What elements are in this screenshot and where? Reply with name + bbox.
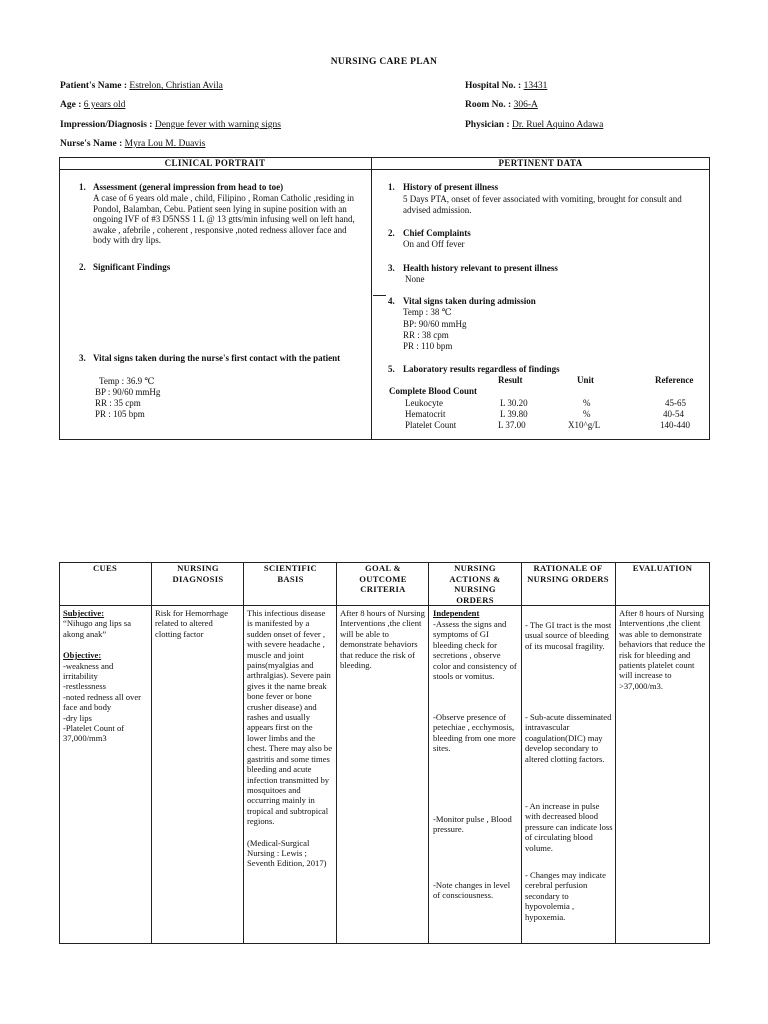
header-rationale: RATIONALE OF NURSING ORDERS <box>527 563 609 584</box>
header-goal-outcome: GOAL & OUTCOME CRITERIA <box>359 563 407 594</box>
rationale-item: - The GI tract is the most usual source of bleeding of its mucosal fragility. <box>525 620 612 651</box>
findings-number: 2. <box>79 262 86 272</box>
col-divider <box>521 562 522 944</box>
complaints-heading: Chief Complaints <box>403 228 471 238</box>
hospital-label: Hospital No. : <box>465 81 522 91</box>
history-number: 1. <box>388 182 395 192</box>
action-item: -Monitor pulse , Blood pressure. <box>433 814 512 835</box>
cbc-heading: Complete Blood Count <box>389 386 478 396</box>
nurse-vitals-heading: Vital signs taken during the nurse's first contact with the patient <box>93 353 341 363</box>
assessment-heading: Assessment (general impression from head to toe) <box>93 182 284 192</box>
health-history-text: None <box>405 274 425 284</box>
nurse-vitals-temp: Temp : 36.9 ℃ <box>99 376 155 386</box>
admission-vitals-temp: Temp : 38 ℃ <box>403 307 452 317</box>
objective-item: -restlessness <box>63 681 106 692</box>
basis-text: This infectious disease is manifested by a sudden onset of fever , with severe headache , muscle and joint pains(myalgias and arthralgias). Severe pain gives it the name break bone fever or bone crusher disease) and rashes and usually appears first on the lower limbs and the chest. There may also be gastritis and some times bleeding and acute infection transmitted by mosquitoes and occurring mainly in tropical and subtropical regions. <box>247 608 333 827</box>
lab-unit-header: Unit <box>577 375 595 385</box>
action-item: -Note changes in level of consciousness. <box>433 880 511 901</box>
objective-label: Objective: <box>63 650 102 661</box>
lab-row-name: Platelet Count <box>405 420 457 430</box>
evaluation-cell: After 8 hours of Nursing Interventions ,the client was able to demonstrate behaviors that reduce the risk for bleeding and patients platelet count will increase to >37,000/m3. <box>619 608 706 691</box>
header-scientific-basis: SCIENTIFIC BASIS <box>263 563 318 584</box>
lab-row-result: L 37.00 <box>498 420 526 430</box>
action-item: -Assess the signs and symptoms of GI bleeding check for secretions , observe color and consistency of stools or vomitus. <box>433 619 517 682</box>
objective-item: -Platelet Count of 37,000/mm3 <box>63 723 125 744</box>
col-divider <box>243 562 244 944</box>
diagnosis-label: Impression/Diagnosis : <box>60 120 153 130</box>
patient-name-value: Estrelon, Christian Avila <box>129 81 223 91</box>
nurse-line <box>60 138 205 150</box>
physician-value: Dr. Ruel Aquino Adawa <box>511 120 604 130</box>
subjective-text: “Nihugo ang lips sa akong anak” <box>63 618 132 639</box>
nurse-label: Nurse's Name : <box>60 139 123 149</box>
cues-cell <box>63 608 149 744</box>
lab-result-header: Result <box>498 375 523 385</box>
care-plan-header-divider <box>59 605 710 606</box>
nurse-vitals-rr: RR : 35 cpm <box>95 398 141 408</box>
admission-vitals-pr: PR : 110 bpm <box>403 341 453 351</box>
lab-row-unit: X10^g/L <box>568 420 601 430</box>
nurse-value: Myra Lou M. Duavis <box>124 139 206 149</box>
nurse-vitals-bp: BP : 90/60 mmHg <box>95 387 161 397</box>
col-divider <box>428 562 429 944</box>
diagnosis-cell: Risk for Hemorrhage related to altered clotting factor <box>155 608 229 639</box>
lab-heading: Laboratory results regardless of findings <box>403 364 560 374</box>
lab-reference-header: Reference <box>655 375 694 385</box>
lab-row-result: L 39.80 <box>500 409 528 419</box>
age-line <box>60 99 125 111</box>
lab-row-reference: 40-54 <box>663 409 684 419</box>
action-item: -Observe presence of petechiae , ecchymosis, bleeding from one more sites. <box>433 712 516 754</box>
room-value: 306-A <box>513 100 538 110</box>
pertinent-data-heading: PERTINENT DATA <box>498 158 583 168</box>
portrait-column-divider <box>371 157 372 440</box>
complaints-number: 2. <box>388 228 395 238</box>
header-nursing-diagnosis: NURSING DIAGNOSIS <box>172 563 224 584</box>
rationale-item: - An increase in pulse with decreased blood pressure can indicate loss of circulating blood volume. <box>525 801 613 853</box>
page-title: NURSING CARE PLAN <box>330 57 438 67</box>
assessment-number: 1. <box>79 182 86 192</box>
lab-row-unit: % <box>583 409 591 419</box>
findings-heading: Significant Findings <box>93 262 171 272</box>
lab-row-result: L 30.20 <box>500 398 528 408</box>
admission-vitals-rr: RR : 38 cpm <box>403 330 449 340</box>
patient-name-line <box>60 80 223 92</box>
physician-label: Physician : <box>465 120 510 130</box>
goal-cell: After 8 hours of Nursing Interventions ,the client will be able to demonstrate behaviors that reduce the risk of bleeding. <box>340 608 425 671</box>
stray-underline <box>373 295 386 296</box>
lab-row-unit: % <box>583 398 591 408</box>
lab-row-name: Leukocyte <box>405 398 443 408</box>
lab-row-name: Hematocrit <box>405 409 446 419</box>
header-evaluation: EVALUATION <box>632 563 693 573</box>
clinical-portrait-heading: CLINICAL PORTRAIT <box>164 158 266 168</box>
rationale-item: - Sub-acute disseminated intravascular coagulation(DIC) may develop secondary to altered clotting factors. <box>525 712 612 764</box>
admission-vitals-heading: Vital signs taken during admission <box>403 296 536 306</box>
col-divider <box>336 562 337 944</box>
history-text: 5 Days PTA, onset of fever associated with vomiting, brought for consult and advised admission. <box>403 194 682 215</box>
room-label: Room No. : <box>465 100 512 110</box>
age-value: 6 years old <box>83 100 126 110</box>
admission-vitals-bp: BP: 90/60 mmHg <box>403 319 467 329</box>
lab-row-reference: 45-65 <box>665 398 686 408</box>
health-history-heading: Health history relevant to present illness <box>403 263 558 273</box>
diagnosis-line <box>60 119 281 131</box>
col-divider <box>615 562 616 944</box>
portrait-header-divider <box>59 169 710 170</box>
nurse-vitals-pr: PR : 105 bpm <box>95 409 145 419</box>
objective-item: -dry lips <box>63 712 92 723</box>
objective-item: -noted redness all over face and body <box>63 691 142 713</box>
room-line <box>465 99 538 111</box>
health-history-number: 3. <box>388 263 395 273</box>
age-label: Age : <box>60 100 82 110</box>
independent-label: Independent <box>433 608 480 618</box>
admission-vitals-number: 4. <box>388 296 395 306</box>
nurse-vitals-number: 3. <box>79 353 86 363</box>
physician-line <box>465 119 603 131</box>
basis-cell <box>247 608 333 869</box>
col-divider <box>151 562 152 944</box>
hospital-line <box>465 80 547 92</box>
diagnosis-value: Dengue fever with warning signs <box>154 120 281 130</box>
history-heading: History of present illness <box>403 182 499 192</box>
lab-row-reference: 140-440 <box>660 420 690 430</box>
complaints-text: On and Off fever <box>403 239 465 249</box>
objective-item: -weakness and irritability <box>63 660 114 682</box>
header-cues: CUES <box>92 563 118 573</box>
hospital-value: 13431 <box>523 81 548 91</box>
rationale-item: - Changes may indicate cerebral perfusion secondary to hypovolemia , hypoxemia. <box>525 870 606 922</box>
patient-name-label: Patient's Name : <box>60 81 128 91</box>
basis-reference: (Medical-Surgical Nursing : Lewis ; Seventh Edition, 2017) <box>247 837 327 869</box>
lab-number: 5. <box>388 364 395 374</box>
header-nursing-actions: NURSING ACTIONS & NURSING ORDERS <box>449 563 501 605</box>
subjective-label: Subjective: <box>63 608 105 618</box>
assessment-text: A case of 6 years old male , child, Filipino , Roman Catholic ,residing in Pondol, Balamban, Cebu. Patient seen lying in supine position with an ongoing IVF of #3 D5NSS 1 L @ 13 gtts/min infusing well on left hand, awake , afebrile , coherent , responsive ,noted redness allover face and body with dry lips. <box>93 193 355 245</box>
